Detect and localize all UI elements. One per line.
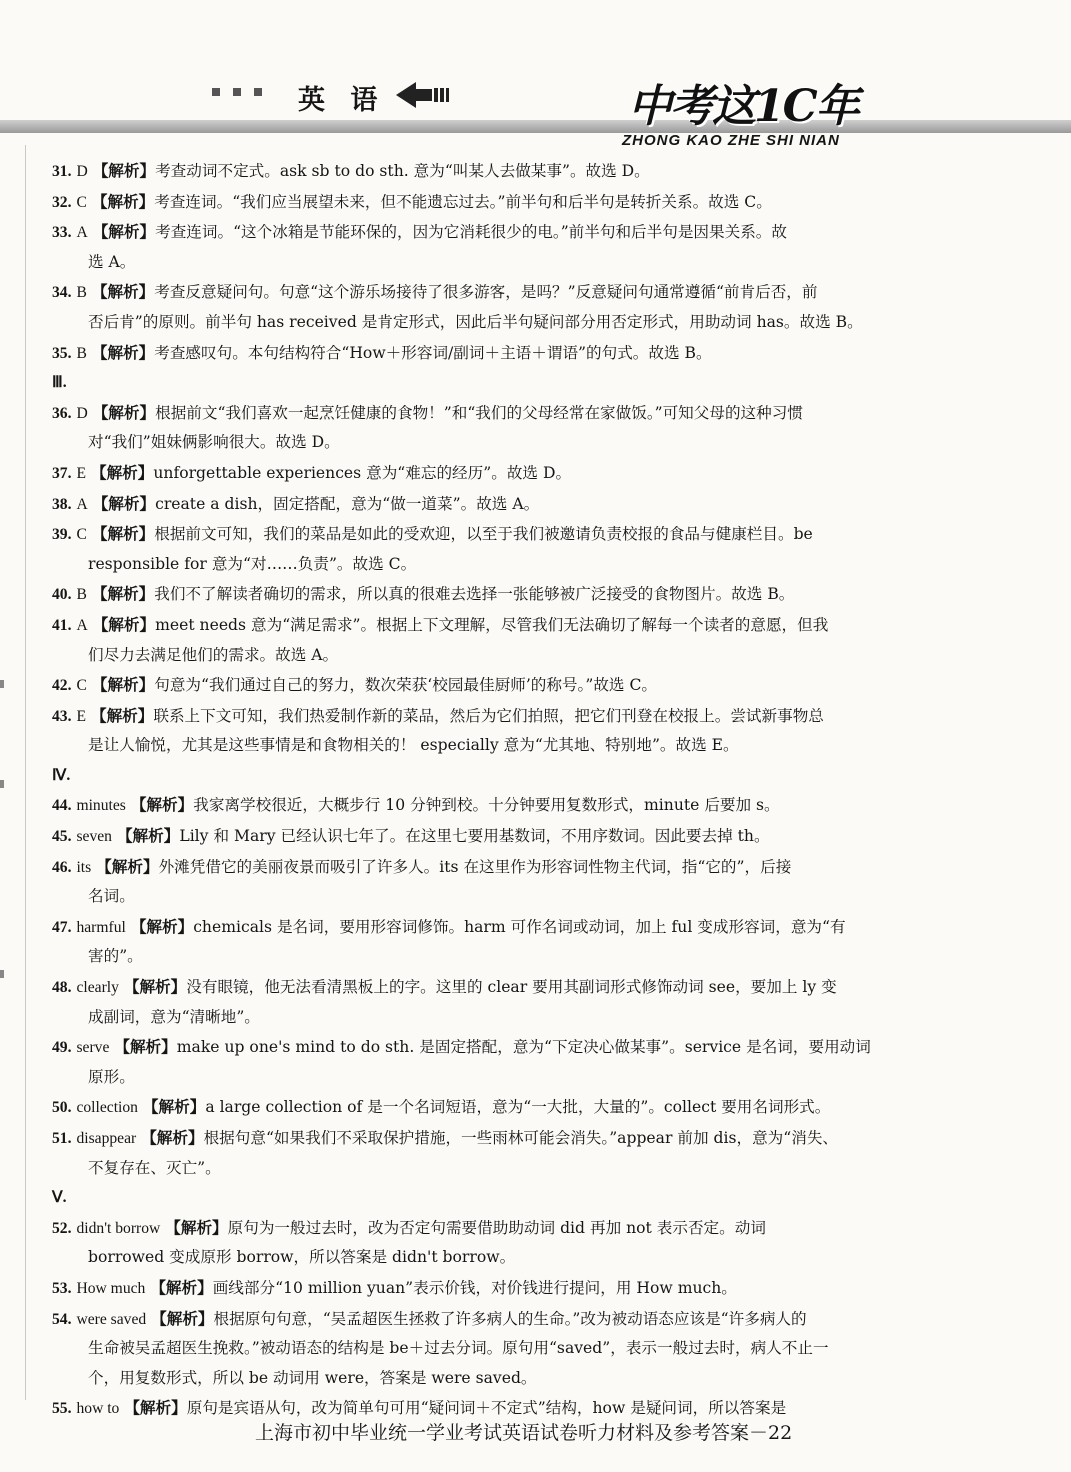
analysis-tag: 【解析】: [90, 462, 154, 482]
answer: D: [76, 163, 88, 180]
answer: harmful: [76, 918, 126, 936]
explanation-line: make up one's mind to do sth. 是固定搭配，意为“下定决心做某事”。service 是名词，要用动词: [176, 1038, 871, 1057]
explanation-line: 根据前文“我们喜欢一起烹饪健康的食物！”和“我们的父母经常在家做饭。”可知父母的这种习惯: [155, 403, 803, 422]
question-number: 34.: [52, 284, 72, 302]
answer-entry: [52, 277, 922, 337]
question-number: 36.: [52, 404, 72, 422]
answer: clearly: [76, 979, 119, 997]
analysis-tag: 【解析】: [91, 675, 155, 695]
explanation-line: unforgettable experiences 意为“难忘的经历”。故选 D。: [153, 463, 572, 482]
question-number: 45.: [52, 828, 72, 846]
analysis-tag: 【解析】: [116, 826, 180, 846]
analysis-tag: 【解析】: [150, 1277, 213, 1297]
answer: seven: [76, 828, 112, 846]
answer: A: [76, 495, 88, 513]
answer-entry: [52, 852, 922, 912]
explanation-line: 外滩凭借它的美丽夜景而吸引了许多人。its 在这里作为形容词性物主代词，指“它的”，后接: [158, 857, 792, 876]
arrow-left-icon: [396, 80, 450, 110]
explanation-line: 不复存在、灭亡”。: [88, 1158, 221, 1177]
question-number: 54.: [52, 1310, 72, 1328]
analysis-tag: 【解析】: [90, 705, 154, 725]
question-number: 46.: [52, 858, 72, 876]
question-number: 49.: [52, 1039, 72, 1057]
question-number: 43.: [52, 707, 72, 725]
answer-entry: [52, 489, 922, 520]
answer: D: [76, 404, 88, 422]
explanation-line: 考查反意疑问句。句意“这个游乐场接待了很多游客，是吗？”反意疑问句通常遵循“前肯后否，前: [154, 283, 818, 302]
explanation-line: 考查连词。“这个冰箱是节能环保的，因为它消耗很少的电。”前半句和后半句是因果关系。故: [155, 223, 787, 242]
answer-entry: [52, 1032, 922, 1092]
explanation-line: 选 A。: [88, 252, 136, 271]
answer: B: [76, 284, 87, 302]
section-heading: Ⅴ.: [52, 1189, 67, 1207]
answer-entry: [52, 790, 922, 821]
answer: disappear: [76, 1130, 137, 1147]
answer: E: [76, 707, 86, 725]
explanation-line: 对“我们”姐妹俩影响很大。故选 D。: [88, 433, 340, 452]
margin-line: [25, 145, 26, 1400]
scan-mark: [0, 680, 4, 688]
explanation-line: 根据句意“如果我们不采取保护措施，一些雨林可能会消失。”appear 前加 dis，意为“消失、: [203, 1129, 839, 1147]
analysis-tag: 【解析】: [151, 1308, 214, 1328]
answer-entry: [52, 972, 922, 1032]
analysis-tag: 【解析】: [91, 584, 155, 604]
question-number: 41.: [52, 616, 72, 634]
explanation-line: 画线部分“10 million yuan”表示价钱，对价钱进行提问，用 How much。: [212, 1278, 737, 1297]
header-band: [0, 120, 1071, 133]
explanation-line: responsible for 意为“对……负责”。故选 C。: [88, 554, 417, 573]
answer: C: [76, 193, 87, 211]
explanation-line: 害的”。: [88, 947, 143, 966]
question-number: 35.: [52, 344, 72, 362]
explanation-line: 考查连词。“我们应当展望未来，但不能遗忘过去。”前半句和后半句是转折关系。故选 C。: [154, 192, 772, 211]
answer: serve: [76, 1039, 110, 1057]
answer: minutes: [76, 797, 126, 815]
explanation-line: 原句是宾语从句，改为简单句可用“疑问词＋不定式”结构，how 是疑问词，所以答案是: [186, 1399, 787, 1418]
answer-entry: [52, 912, 922, 972]
explanation-line: 句意为“我们通过自己的努力，数次荣获‘校园最佳厨师’的称号。”故选 C。: [154, 676, 657, 695]
answer-entry: [52, 701, 922, 761]
explanation-line: 没有眼镜，他无法看清黑板上的字。这里的 clear 要用其副词形式修饰动词 see，要加上 ly 变: [186, 978, 837, 997]
answer-entry: [52, 217, 922, 277]
answer-entry: [52, 338, 922, 369]
page-header: [0, 0, 1071, 160]
explanation-line: borrowed 变成原形 borrow，所以答案是 didn't borrow。: [88, 1248, 516, 1267]
analysis-tag: 【解析】: [130, 795, 194, 815]
answer-entry: [52, 156, 922, 187]
question-number: 47.: [52, 918, 72, 936]
question-number: 44.: [52, 797, 72, 815]
answer-entry: [52, 1213, 922, 1273]
question-number: 38.: [52, 495, 72, 513]
explanation-line: 名词。: [88, 887, 135, 906]
analysis-tag: 【解析】: [91, 524, 155, 544]
answer: its: [76, 858, 92, 876]
answer-entry: [52, 579, 922, 610]
question-number: 37.: [52, 464, 72, 482]
analysis-tag: 【解析】: [130, 916, 194, 936]
explanation-line: meet needs 意为“满足需求”。根据上下文理解，尽管我们无法确切了解每一个读者的意愿，但我: [155, 615, 829, 634]
analysis-tag: 【解析】: [92, 402, 156, 422]
explanation-line: 根据原句句意，“吴孟超医生拯救了许多病人的生命。”改为被动语态应该是“许多病人的: [213, 1309, 807, 1328]
answer: didn't borrow: [76, 1219, 161, 1237]
explanation-line: 考查动词不定式。ask sb to do sth. 意为“叫某人去做某事”。故选 D。: [155, 162, 650, 180]
analysis-tag: 【解析】: [92, 614, 156, 634]
answer: how to: [76, 1400, 120, 1418]
question-number: 48.: [52, 979, 72, 997]
answer-entry: [52, 519, 922, 579]
question-number: 31.: [52, 163, 72, 180]
answer-entry: [52, 1273, 922, 1304]
answer: collection: [76, 1099, 138, 1117]
series-logo: 中考这1C年: [628, 81, 858, 132]
analysis-tag: 【解析】: [123, 977, 187, 997]
analysis-tag: 【解析】: [141, 1128, 204, 1147]
analysis-tag: 【解析】: [91, 191, 155, 211]
answer: were saved: [76, 1310, 147, 1328]
answer: A: [76, 224, 88, 242]
answer-entry: [52, 670, 922, 701]
header-dots: [212, 88, 262, 96]
analysis-tag: 【解析】: [124, 1398, 187, 1418]
question-number: 40.: [52, 586, 72, 604]
analysis-tag: 【解析】: [92, 161, 156, 180]
analysis-tag: 【解析】: [96, 856, 159, 876]
answer: B: [76, 586, 87, 604]
analysis-tag: 【解析】: [114, 1037, 177, 1057]
scan-mark: [0, 970, 4, 978]
answer-entry: [52, 398, 922, 458]
explanation-line: 联系上下文可知，我们热爱制作新的菜品，然后为它们拍照，把它们刊登在校报上。尝试新事物总: [153, 706, 824, 725]
explanation-line: chemicals 是名词，要用形容词修饰。harm 可作名词或动词，加上 ful 变成形容词，意为“有: [193, 917, 846, 936]
answer-entry: [52, 1092, 922, 1123]
answer-entry: [52, 821, 922, 852]
explanation-line: 成副词，意为“清晰地”。: [88, 1007, 260, 1026]
analysis-tag: 【解析】: [142, 1097, 206, 1117]
answer-entry: [52, 458, 922, 489]
explanation-line: 是让人愉悦，尤其是这些事情是和食物相关的！ especially 意为“尤其地、特别地”。故选 E。: [88, 736, 739, 755]
question-number: 53.: [52, 1279, 72, 1297]
explanation-line: 生命被吴孟超医生挽救。”被动语态的结构是 be＋过去分词。原句用“saved”，表示一般过去时，病人不止一: [88, 1339, 829, 1358]
section-heading: Ⅲ.: [52, 374, 67, 392]
question-number: 50.: [52, 1099, 72, 1117]
answer-entry: [52, 1304, 922, 1394]
explanation-line: 考查感叹句。本句结构符合“How＋形容词/副词＋主语＋谓语”的句式。故选 B。: [154, 343, 712, 362]
question-number: 39.: [52, 526, 72, 544]
answer-list: [52, 156, 922, 1424]
question-number: 51.: [52, 1130, 72, 1147]
question-number: 55.: [52, 1400, 72, 1418]
answer: C: [76, 526, 87, 544]
explanation-line: 否后肯”的原则。前半句 has received 是肯定形式，因此后半句疑问部分用否定形式，用助动词 has。故选 B。: [88, 312, 863, 331]
subject-title: 英 语: [298, 85, 386, 116]
section-heading: Ⅳ.: [52, 766, 71, 784]
question-number: 52.: [52, 1219, 72, 1237]
explanation-line: 我们不了解读者确切的需求，所以真的很难去选择一张能够被广泛接受的食物图片。故选 B。: [154, 585, 795, 604]
explanation-line: a large collection of 是一个名词短语，意为“一大批，大量的”。collect 要用名词形式。: [205, 1098, 831, 1117]
analysis-tag: 【解析】: [92, 493, 156, 513]
question-number: 33.: [52, 224, 72, 242]
series-logo-subtitle: ZHONG KAO ZHE SHI NIAN: [622, 132, 840, 149]
explanation-line: create a dish，固定搭配，意为“做一道菜”。故选 A。: [155, 494, 540, 513]
explanation-line: 们尽力去满足他们的需求。故选 A。: [88, 645, 339, 664]
analysis-tag: 【解析】: [165, 1217, 228, 1237]
answer: C: [76, 677, 87, 695]
explanation-line: 我家离学校很近，大概步行 10 分钟到校。十分钟要用复数形式，minute 后要加 s。: [193, 796, 780, 815]
page-footer: 上海市初中毕业统一学业考试英语试卷听力材料及参考答案－22: [255, 1422, 793, 1444]
answer: B: [76, 344, 87, 362]
answer-entry: [52, 1123, 922, 1183]
explanation-line: 个，用复数形式，所以 be 动词用 were，答案是 were saved。: [88, 1368, 537, 1387]
answer: E: [76, 464, 86, 482]
analysis-tag: 【解析】: [91, 342, 155, 362]
analysis-tag: 【解析】: [91, 282, 155, 302]
explanation-line: Lily 和 Mary 已经认识七年了。在这里七要用基数词，不用序数词。因此要去掉 th。: [179, 827, 770, 846]
analysis-tag: 【解析】: [92, 222, 156, 242]
question-number: 32.: [52, 193, 72, 211]
explanation-line: 根据前文可知，我们的菜品是如此的受欢迎，以至于我们被邀请负责校报的食品与健康栏目。be: [154, 525, 813, 544]
answer: A: [76, 616, 88, 634]
answer-entry: [52, 610, 922, 670]
scan-mark: [0, 780, 4, 788]
explanation-line: 原句为一般过去时，改为否定句需要借助助动词 did 再加 not 表示否定。动词: [227, 1218, 766, 1237]
answer: How much: [76, 1279, 146, 1297]
explanation-line: 原形。: [88, 1067, 135, 1086]
answer-entry: [52, 187, 922, 218]
question-number: 42.: [52, 677, 72, 695]
